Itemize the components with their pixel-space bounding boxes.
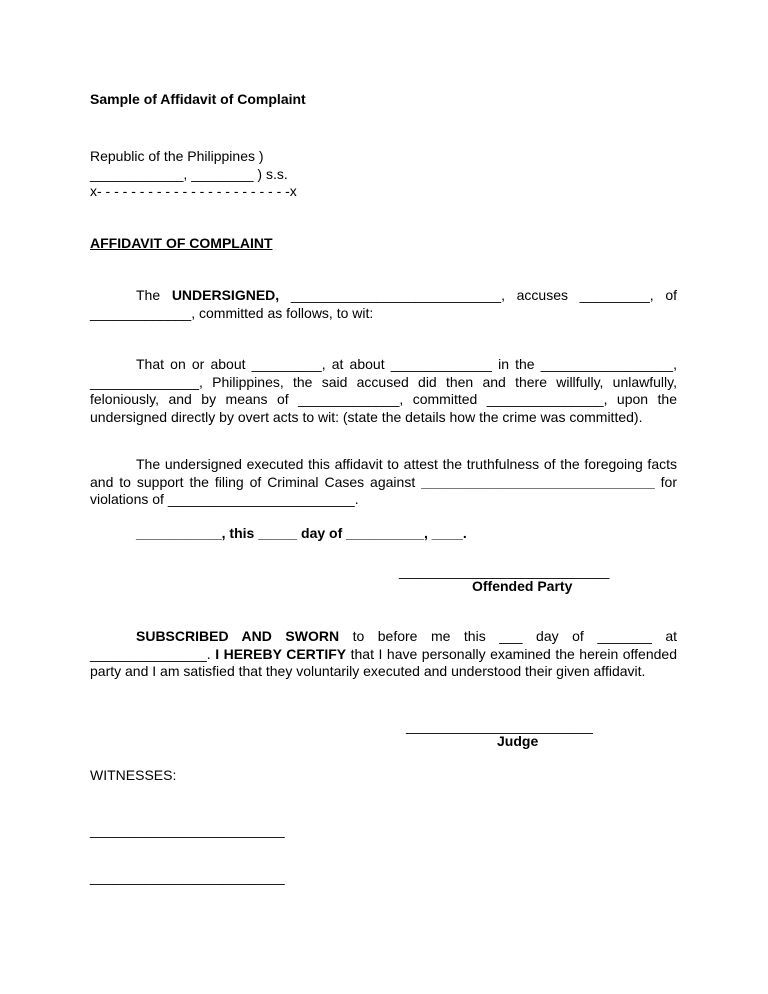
offended-party-signature-line: ___________________________ <box>399 563 610 579</box>
paragraph-incident-details: That on or about _________, at about _____________ in the _________________, ______________, Philippines, the said accused did then and there willfully, unlawfully, feloniously, and by means of _____________, committed _______________, upon the undersigned directly by overt acts to wit: (state the details how the crime was committed). <box>90 356 677 425</box>
paragraph-jurat <box>90 628 677 681</box>
judge-signature-line: ________________________ <box>406 718 593 734</box>
caption-republic-line: Republic of the Philippines ) <box>90 148 264 164</box>
date-place-line: ___________, this _____ day of __________, ____. <box>136 525 467 541</box>
document-title: Sample of Affidavit of Complaint <box>90 91 306 107</box>
witness-signature-line-2: _________________________ <box>90 869 285 885</box>
para3-text-start: The undersigned executed this affidavit to attest the truthfulness of the foregoing facts and to support the filing of Criminal Cases against <box>90 456 677 490</box>
para1-text-rest: ___________________________, accuses _________, of _____________, committed as follows, to wit: <box>90 287 677 321</box>
accused-name-blank: ______________________________ <box>421 473 655 490</box>
caption-divider-line: x- - - - - - - - - - - - - - - - - - - - - - -x <box>90 183 297 199</box>
undersigned-label: UNDERSIGNED, <box>171 287 280 303</box>
subscribed-sworn-label: SUBSCRIBED AND SWORN <box>136 628 340 644</box>
judge-label: Judge <box>497 733 539 749</box>
hereby-certify-label: I HEREBY CERTIFY <box>215 645 347 662</box>
offended-party-label: Offended Party <box>472 578 573 594</box>
caption-venue-line: ____________, ________ ) s.s. <box>90 166 288 182</box>
para1-text-start: The <box>136 287 172 303</box>
paragraph-accusation <box>90 287 677 322</box>
paragraph-purpose <box>90 456 677 509</box>
affidavit-heading: AFFIDAVIT OF COMPLAINT <box>90 235 273 251</box>
para3-text-rest: for violations of ________________________. <box>90 473 677 507</box>
para4-text-start: to before me this ___ day of _______ at _______________. <box>90 628 677 662</box>
witness-signature-line-1: _________________________ <box>90 822 285 838</box>
witnesses-label: WITNESSES: <box>90 767 177 783</box>
para4-text-rest: that I have personally examined the herein offended party and I am satisfied that they voluntarily executed and understood their given affidavit. <box>90 645 677 679</box>
